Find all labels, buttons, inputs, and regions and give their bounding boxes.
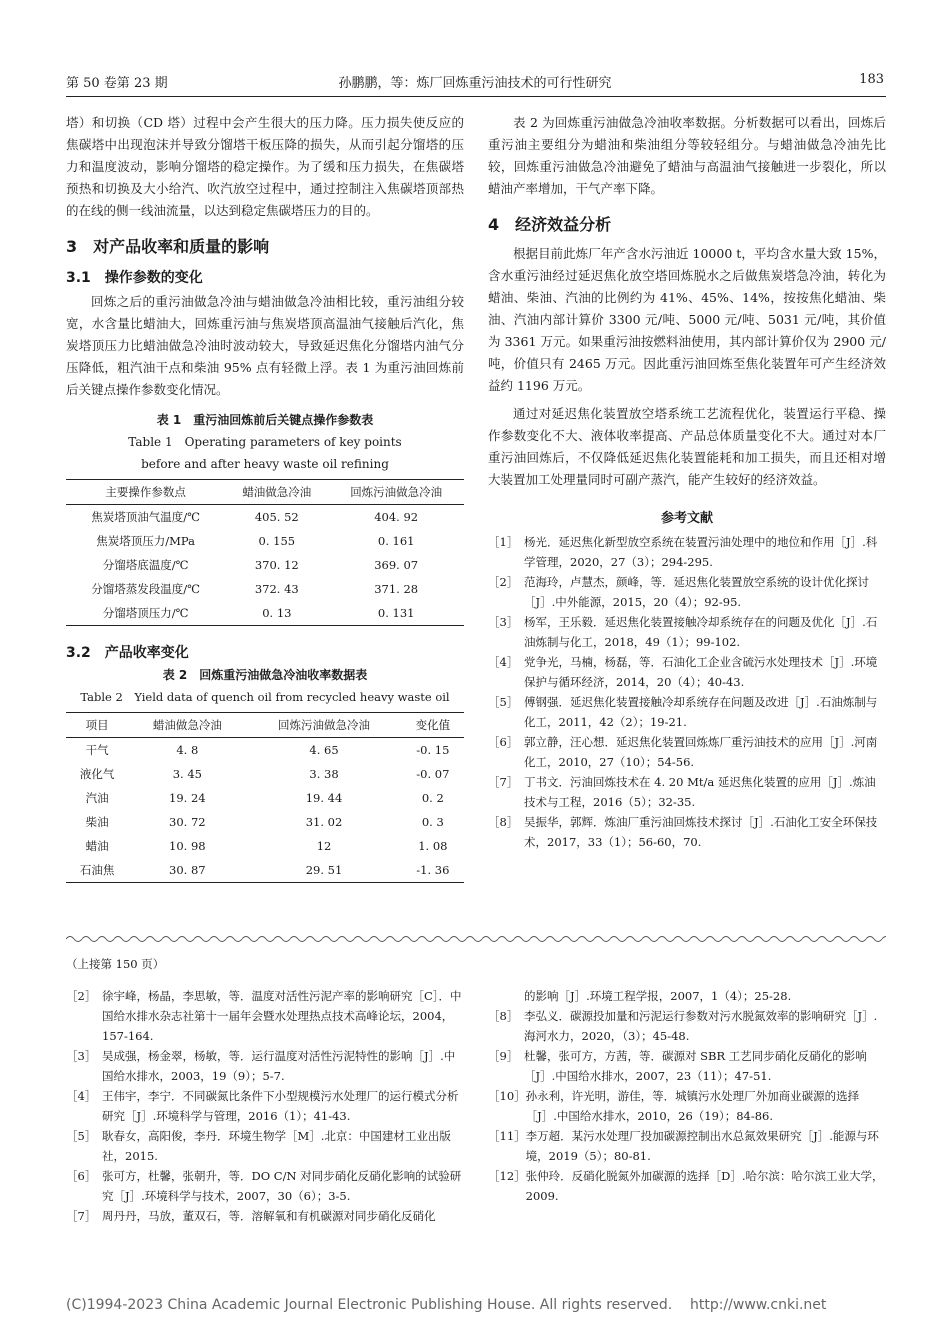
page-number: 183 bbox=[859, 72, 884, 87]
reference-text: 党争光，马楠，杨磊，等．石油化工企业含硫污水处理技术［J］.环境保护与循环经济，2014，20（4）；40-43. bbox=[524, 655, 878, 689]
table-header: 主要操作参数点 bbox=[66, 480, 225, 505]
table-cell: 柴油 bbox=[85, 815, 109, 829]
reference-number: ［3］ bbox=[488, 615, 519, 629]
table-cell: 29. 51 bbox=[246, 858, 401, 883]
reference-text: 李弘义．碳源投加量和污泥运行参数对污水脱氮效率的影响研究［J］.海河水力，2020，（3）；45-48. bbox=[524, 1009, 878, 1043]
table-cell: 0. 131 bbox=[328, 601, 464, 626]
table-cell: 0. 161 bbox=[377, 534, 415, 548]
economic-paragraph-1: 根据目前此炼厂年产含水污油近 10000 t，平均含水量大致 15%，含水重污油经过延迟焦化放空塔回炼脱水之后做焦炭塔急冷油，转化为蜡油、柴油、汽油的比例约为 41%、45%、14%，按按焦化蜡油、柴油、汽油内部计算价 3300 元/吨、5000 元/吨、5031 元/吨，其价值为 3361 万元。如果重污油按燃料油使用，其内部计算价仅为 2900 元/吨，价值只有 2465 万元。因此重污油回炼至焦化装置年可产生经济效益约 1196 万元。 bbox=[488, 246, 886, 393]
table-header: 回炼污油做急冷油 bbox=[328, 480, 464, 505]
reference-text: 杜馨，张可方，方茜，等．碳源对 SBR 工艺同步硝化反硝化的影响［J］.中国给水排水，2007，23（11）；47-51. bbox=[524, 1049, 867, 1083]
wavy-separator bbox=[66, 934, 886, 944]
reference-text: 张仲玲．反硝化脱氮外加碳源的选择［D］.哈尔滨：哈尔滨工业大学，2009. bbox=[525, 1169, 884, 1203]
reference-text: 耿春女，高阳俊，李丹．环境生物学［M］.北京：中国建材工业出版社，2015. bbox=[102, 1129, 451, 1163]
reference-number: ［7］ bbox=[488, 775, 519, 789]
reference-number: ［8］ bbox=[488, 815, 519, 829]
table-cell: 0. 2 bbox=[421, 791, 444, 805]
reference-text: 郭立静，汪心想．延迟焦化装置回炼炼厂重污油技术的应用［J］.河南化工，2010，27（10）；54-56. bbox=[524, 735, 878, 769]
table-cell: 30. 87 bbox=[128, 858, 246, 883]
table-header: 蜡油做急冷油 bbox=[225, 480, 328, 505]
table-header: 变化值 bbox=[402, 713, 464, 738]
economic-paragraph-2: 通过对延迟焦化装置放空塔系统工艺流程优化，装置运行平稳、操作参数变化不大、液体收率提高、产品总体质量变化不大。通过对本厂重污油回炼后，不仅降低延迟焦化装置能耗和加工损失，而且还相对增大装置加工处理量同时可副产蒸汽，能产生较好的经济效益。 bbox=[488, 406, 886, 487]
reference-item bbox=[66, 1086, 464, 1126]
table-cell: 369. 07 bbox=[374, 558, 419, 572]
table-row bbox=[66, 553, 464, 577]
table-cell: 汽油 bbox=[85, 791, 109, 805]
table-1-header-row bbox=[66, 480, 464, 505]
reference-text: 王伟宇，李宁．不同碳氮比条件下小型规模污水处理厂的运行模式分析研究［J］.环境科学与管理，2016（1）；41-43. bbox=[102, 1089, 459, 1123]
continued-right-references bbox=[488, 986, 886, 1206]
running-title: 孙鹏鹏，等：炼厂回炼重污油技术的可行性研究 bbox=[338, 76, 612, 91]
reference-number: ［4］ bbox=[66, 1089, 97, 1103]
reference-item bbox=[488, 812, 886, 852]
table-cell: 370. 12 bbox=[254, 558, 299, 572]
reference-text: 吴成强，杨金翠，杨敏，等．运行温度对活性污泥特性的影响［J］.中国给水排水，2003，19（9）；5-7. bbox=[102, 1049, 456, 1083]
table-2-discussion: 表 2 为回炼重污油做急冷油收率数据。分析数据可以看出，回炼后重污油主要组分为蜡油和柴油组分等较轻组分。与蜡油做急冷油先比较，回炼重污油做急冷油避免了蜡油与高温油气接触进一步裂化，所以蜡油产率增加，干气产率下降。 bbox=[488, 115, 886, 196]
table-2-grid bbox=[66, 712, 464, 883]
table-cell: 分馏塔顶压力/℃ bbox=[66, 601, 225, 626]
table-cell: 0. 155 bbox=[258, 534, 296, 548]
header-rule bbox=[66, 96, 886, 97]
reference-item bbox=[488, 772, 886, 812]
table-cell: 分馏塔蒸发段温度/℃ bbox=[91, 582, 200, 596]
table-cell: 404. 92 bbox=[374, 510, 419, 524]
section-4-title: 4 经济效益分析 bbox=[488, 215, 612, 234]
reference-text: 周丹丹，马放，董双石，等．溶解氧和有机碳源对同步硝化反硝化 bbox=[102, 1209, 436, 1223]
reference-item bbox=[488, 1006, 886, 1046]
table-cell: 3. 45 bbox=[172, 767, 202, 781]
subsection-3-2-title: 3.2 产品收率变化 bbox=[66, 645, 189, 661]
reference-item bbox=[488, 732, 886, 772]
table-cell: 372. 43 bbox=[254, 582, 299, 596]
table-2 bbox=[66, 664, 464, 883]
reference-item bbox=[488, 1046, 886, 1086]
reference-number: ［7］ bbox=[66, 1209, 97, 1223]
copyright-footer: (C)1994-2023 China Academic Journal Electronic Publishing House. All rights reserved. http://www.cnki.net bbox=[66, 1297, 827, 1313]
reference-item bbox=[66, 986, 464, 1046]
table-cell: 分馏塔底温度/℃ bbox=[102, 558, 189, 572]
reference-number: ［6］ bbox=[488, 735, 519, 749]
table-cell: 10. 98 bbox=[169, 839, 206, 853]
table-header: 蜡油做急冷油 bbox=[128, 713, 246, 738]
reference-number: ［4］ bbox=[488, 655, 519, 669]
references-title: 参考文献 bbox=[660, 511, 713, 526]
reference-item bbox=[66, 1206, 464, 1226]
table-cell: 焦炭塔顶油气温度/℃ bbox=[91, 510, 200, 524]
table-2-caption-cn: 表 2 回炼重污油做急冷油收率数据表 bbox=[162, 668, 368, 682]
table-cell: 3. 38 bbox=[309, 767, 339, 781]
table-cell: 371. 28 bbox=[374, 582, 419, 596]
reference-item bbox=[66, 1046, 464, 1086]
reference-number: ［2］ bbox=[66, 989, 97, 1003]
left-column bbox=[66, 112, 464, 883]
reference-item bbox=[488, 1166, 886, 1206]
table-cell: -0. 07 bbox=[416, 767, 450, 781]
table-cell: 405. 52 bbox=[254, 510, 299, 524]
reference-number: ［11］ bbox=[488, 1129, 526, 1143]
subsection-3-1-title: 3.1 操作参数的变化 bbox=[66, 270, 203, 286]
section-3-title: 3 对产品收率和质量的影响 bbox=[66, 237, 270, 256]
table-header: 回炼污油做急冷油 bbox=[246, 713, 401, 738]
reference-item bbox=[488, 532, 886, 572]
right-column bbox=[488, 112, 886, 852]
continued-left-references bbox=[66, 986, 464, 1226]
table-cell: 31. 02 bbox=[305, 815, 343, 829]
reference-number: ［10］ bbox=[488, 1089, 526, 1103]
table-row bbox=[66, 786, 464, 810]
table-header: 项目 bbox=[66, 713, 128, 738]
table-2-caption-en: Table 2 Yield data of quench oil from recycled heavy waste oil bbox=[80, 690, 450, 704]
reference-text: 徐宇峰，杨晶，李思敏，等．温度对活性污泥产率的影响研究［C］．中国给水排水杂志社第十一届年会暨水处理热点技术高峰论坛，2004，157-164. bbox=[102, 989, 462, 1043]
table-cell: 石油焦 bbox=[66, 858, 128, 883]
table-cell: 0. 3 bbox=[421, 815, 444, 829]
table-row bbox=[66, 738, 464, 763]
reference-number: ［5］ bbox=[66, 1129, 97, 1143]
table-cell: 30. 72 bbox=[169, 815, 206, 829]
table-row bbox=[66, 834, 464, 858]
reference-text: 吴振华，郭辉．炼油厂重污油回炼技术探讨［J］.石油化工安全环保技术，2017，33（1）；56-60，70. bbox=[524, 815, 878, 849]
table-1-caption-cn: 表 1 重污油回炼前后关键点操作参数表 bbox=[156, 413, 374, 427]
reference-item-continued bbox=[488, 986, 886, 1006]
table-row bbox=[66, 505, 464, 530]
subsection-3-1-paragraph: 回炼之后的重污油做急冷油与蜡油做急冷油相比较，重污油组分较宽，水含量比蜡油大，回炼重污油与焦炭塔顶高温油气接触后汽化，焦炭塔顶压力比蜡油做急冷油时波动较大，导致延迟焦化分馏塔内油气分压降低，粗汽油干点和柴油 95% 点有轻微上浮。表 1 为重污油回炼前后关键点操作参数变化情况。 bbox=[66, 294, 464, 397]
reference-item bbox=[66, 1126, 464, 1166]
reference-text: 范海玲，卢慧杰，颜峰，等．延迟焦化装置放空系统的设计优化探讨［J］.中外能源，2015，20（4）；92-95. bbox=[524, 575, 869, 609]
reference-text: 的影响［J］.环境工程学报，2007，1（4）；25-28. bbox=[524, 989, 792, 1003]
reference-number: ［8］ bbox=[488, 1009, 519, 1023]
reference-text: 李万超．某污水处理厂投加碳源控制出水总氮效果研究［J］.能源与环境，2019（5）；80-81. bbox=[525, 1129, 879, 1163]
reference-item bbox=[488, 692, 886, 732]
references-list bbox=[488, 532, 886, 852]
reference-text: 杨光．延迟焦化新型放空系统在装置污油处理中的地位和作用［J］.科学管理，2020，27（3）；294-295. bbox=[524, 535, 878, 569]
table-1-grid bbox=[66, 479, 464, 626]
table-cell: 0. 13 bbox=[225, 601, 328, 626]
table-cell: 1. 08 bbox=[418, 839, 448, 853]
table-cell: -1. 36 bbox=[402, 858, 464, 883]
reference-number: ［2］ bbox=[488, 575, 519, 589]
table-cell: 19. 44 bbox=[305, 791, 343, 805]
reference-item bbox=[488, 1086, 886, 1126]
table-row bbox=[66, 762, 464, 786]
table-row bbox=[66, 601, 464, 626]
table-cell: 焦炭塔顶压力/MPa bbox=[96, 534, 195, 548]
table-cell: 4. 8 bbox=[176, 743, 199, 757]
reference-item bbox=[488, 612, 886, 652]
journal-issue: 第 50 卷第 23 期 bbox=[66, 76, 168, 91]
reference-text: 丁书文．污油回炼技术在 4. 20 Mt/a 延迟焦化装置的应用［J］.炼油技术与工程，2016（5）；32-35. bbox=[524, 775, 876, 809]
table-cell: -0. 15 bbox=[416, 743, 450, 757]
reference-number: ［6］ bbox=[66, 1169, 97, 1183]
table-1-caption-en-1: Table 1 Operating parameters of key points bbox=[128, 435, 402, 449]
table-row bbox=[66, 577, 464, 601]
table-cell: 蜡油 bbox=[85, 839, 109, 853]
reference-number: ［5］ bbox=[488, 695, 519, 709]
table-row bbox=[66, 810, 464, 834]
reference-text: 张可方，杜馨，张朝升，等．DO C/N 对同步硝化反硝化影响的试验研究［J］.环境科学与技术，2007，30（6）；3-5. bbox=[102, 1169, 462, 1203]
reference-number: ［3］ bbox=[66, 1049, 97, 1063]
reference-item bbox=[488, 572, 886, 612]
reference-text: 傅钢强．延迟焦化装置接触冷却系统存在问题及改进［J］.石油炼制与化工，2011，42（2）；19-21. bbox=[524, 695, 878, 729]
table-1-caption-en-2: before and after heavy waste oil refining bbox=[141, 457, 389, 471]
table-cell: 19. 24 bbox=[169, 791, 206, 805]
table-cell: 液化气 bbox=[79, 767, 115, 781]
reference-number: ［1］ bbox=[488, 535, 519, 549]
reference-number: ［12］ bbox=[488, 1169, 526, 1183]
table-cell: 4. 65 bbox=[309, 743, 339, 757]
reference-text: 孙永利，许光明，游佳，等．城镇污水处理厂外加商业碳源的选择［J］.中国给水排水，2010，26（19）；84-86. bbox=[525, 1089, 860, 1123]
table-row bbox=[66, 529, 464, 553]
reference-item bbox=[488, 1126, 886, 1166]
reference-number: ［9］ bbox=[488, 1049, 519, 1063]
reference-text: 杨军，王乐毅．延迟焦化装置接触冷却系统存在的问题及优化［J］.石油炼制与化工，2018，49（1）；99-102. bbox=[524, 615, 878, 649]
table-cell: 12 bbox=[316, 839, 332, 853]
table-row bbox=[66, 858, 464, 883]
reference-item bbox=[488, 652, 886, 692]
continued-note: （上接第 150 页） bbox=[66, 957, 165, 971]
table-1 bbox=[66, 409, 464, 626]
table-cell: 干气 bbox=[85, 743, 109, 757]
table-2-header-row bbox=[66, 713, 464, 738]
reference-item bbox=[66, 1166, 464, 1206]
intro-paragraph: 塔）和切换（CD 塔）过程中会产生很大的压力降。压力损失使反应的焦碳塔中出现泡沫并导致分馏塔干板压降的损失，从而引起分馏塔的压力和温度波动，影响分馏塔的稳定操作。为了缓和压力损失，在焦碳塔预热和切换及大小给汽、吹汽放空过程中，通过控制注入焦碳塔顶部热的在线的侧一线油流量，以达到稳定焦碳塔压力的目的。 bbox=[66, 115, 464, 218]
